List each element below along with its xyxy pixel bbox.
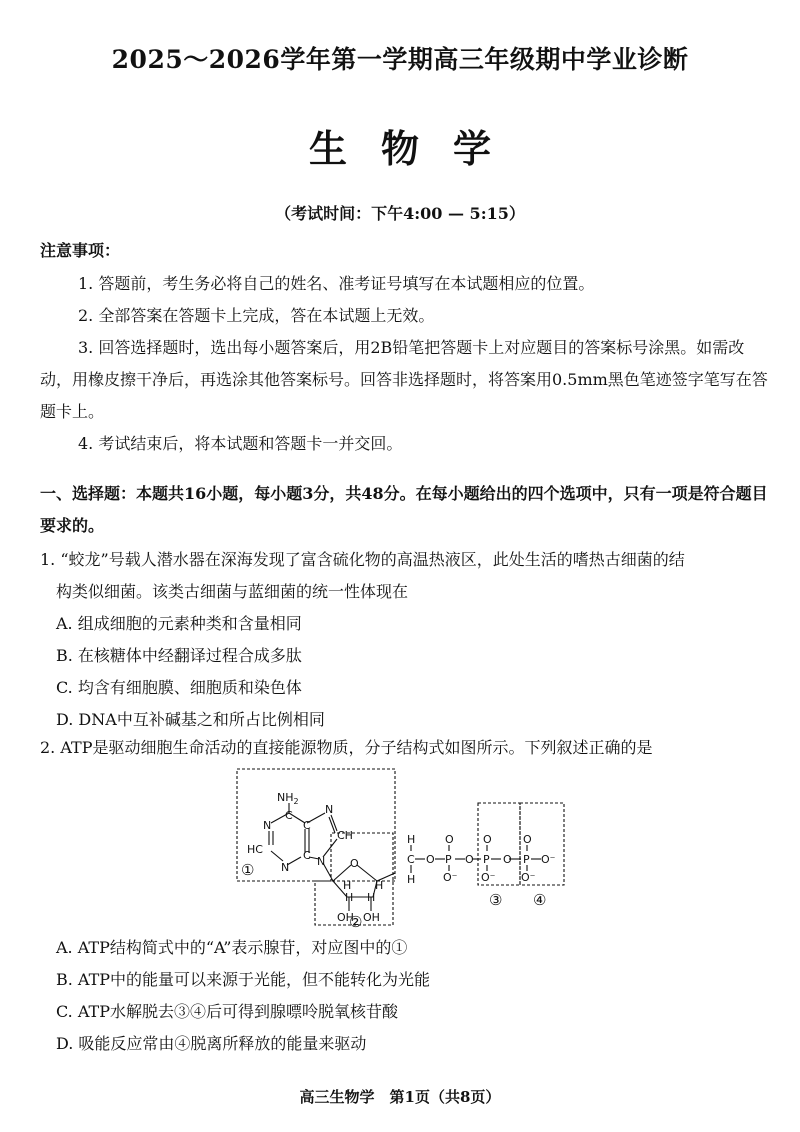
atom-o: O bbox=[503, 853, 512, 866]
atom-n: N bbox=[325, 803, 334, 816]
notes-item: 4. 考试结束后，将本试题和答题卡一并交回。 bbox=[78, 434, 403, 453]
option-d: D. DNA中互补碱基之和所占比例相同 bbox=[56, 710, 325, 729]
atom-h: H bbox=[345, 891, 354, 904]
atom-p: P bbox=[445, 853, 452, 866]
atom-oh: OH bbox=[363, 911, 380, 924]
atom-o-minus: O⁻ bbox=[481, 871, 496, 884]
atom-o: O bbox=[523, 833, 532, 846]
atom-h: H bbox=[375, 879, 384, 892]
box-adenine bbox=[237, 769, 395, 881]
atom-h: H bbox=[407, 833, 416, 846]
atom-c: C bbox=[303, 819, 311, 832]
question-stem: “蛟龙”号载人潜水器在深海发现了富含硫化物的高温热液区，此处生活的嗜热古细菌的结 bbox=[60, 550, 685, 569]
atom-n: N bbox=[317, 855, 326, 868]
notes-item: 2. 全部答案在答题卡上完成，答在本试题上无效。 bbox=[78, 306, 435, 325]
atp-structure-diagram bbox=[225, 765, 585, 930]
atom-o: O bbox=[483, 833, 492, 846]
question-stem-continued: 构类似细菌。该类古细菌与蓝细菌的统一性体现在 bbox=[56, 582, 409, 601]
notes-heading: 注意事项： bbox=[40, 241, 121, 260]
label-1: ① bbox=[241, 861, 255, 879]
atom-h: H bbox=[343, 879, 352, 892]
option-c: C. ATP水解脱去③④后可得到腺嘌呤脱氧核苷酸 bbox=[56, 1002, 398, 1021]
atom-o-minus: O⁻ bbox=[541, 853, 556, 866]
option-a: A. 组成细胞的元素种类和含量相同 bbox=[56, 614, 302, 633]
atom-n: N bbox=[281, 861, 290, 874]
notes-item: 1. 答题前，考生务必将自己的姓名、准考证号填写在本试题相应的位置。 bbox=[78, 274, 595, 293]
atom-c: C bbox=[407, 853, 415, 866]
atom-n: N bbox=[263, 819, 272, 832]
exam-title: 2025～2026学年第一学期高三年级期中学业诊断 bbox=[111, 45, 689, 74]
label-2: ② bbox=[349, 913, 363, 930]
atom-p: P bbox=[483, 853, 490, 866]
section-heading: 一、选择题：本题共16小题，每小题3分，共48分。在每小题给出的四个选项中，只有一项是符合题目要求的。 bbox=[40, 484, 768, 535]
question-number: 2. bbox=[40, 738, 56, 757]
notes-item: 3. 回答选择题时，选出每小题答案后，用2B铅笔把答题卡上对应题目的答案标号涂黑。如需改动，用橡皮擦干净后，再选涂其他答案标号。回答非选择题时，将答案用0.5mm黑色笔迹签字笔写在答题卡上。 bbox=[40, 338, 768, 421]
option-c: C. 均含有细胞膜、细胞质和染色体 bbox=[56, 678, 302, 697]
option-b: B. 在核糖体中经翻译过程合成多肽 bbox=[56, 646, 302, 665]
option-b: B. ATP中的能量可以来源于光能，但不能转化为光能 bbox=[56, 970, 431, 989]
question-1 bbox=[40, 544, 775, 736]
atom-o-minus: O⁻ bbox=[521, 871, 536, 884]
atom-h: H bbox=[407, 873, 416, 886]
question-number: 1. bbox=[40, 550, 56, 569]
atom-o: O bbox=[426, 853, 435, 866]
exam-time: （考试时间：下午4:00 — 5:15） bbox=[275, 204, 525, 223]
atom-nh2: $NH_2$ bbox=[277, 791, 299, 806]
label-3: ③ bbox=[489, 891, 503, 909]
notes-list bbox=[40, 268, 770, 460]
atom-c: C bbox=[285, 809, 293, 822]
atom-ch: CH bbox=[337, 829, 353, 842]
atom-oh: OH bbox=[337, 911, 354, 924]
atom-o-minus: O⁻ bbox=[443, 871, 458, 884]
atom-h: H bbox=[367, 891, 376, 904]
atom-o: O bbox=[465, 853, 474, 866]
question-stem: ATP是驱动细胞生命活动的直接能源物质，分子结构式如图所示。下列叙述正确的是 bbox=[60, 738, 653, 757]
option-a: A. ATP结构简式中的“A”表示腺苷，对应图中的① bbox=[56, 938, 408, 957]
subject-title: 生物学 bbox=[308, 126, 525, 171]
atp-structure-figure bbox=[225, 765, 585, 930]
atom-p: P bbox=[523, 853, 530, 866]
atom-o: O bbox=[350, 857, 359, 870]
option-d: D. 吸能反应常由④脱离所释放的能量来驱动 bbox=[56, 1034, 367, 1053]
atom-hc: HC bbox=[247, 843, 263, 856]
question-2 bbox=[40, 732, 775, 764]
atom-o: O bbox=[445, 833, 454, 846]
label-4: ④ bbox=[533, 891, 547, 909]
question-2-options bbox=[40, 932, 775, 1060]
page-footer: 高三生物学 第1页（共8页） bbox=[299, 1088, 501, 1106]
atom-c: C bbox=[303, 849, 311, 862]
